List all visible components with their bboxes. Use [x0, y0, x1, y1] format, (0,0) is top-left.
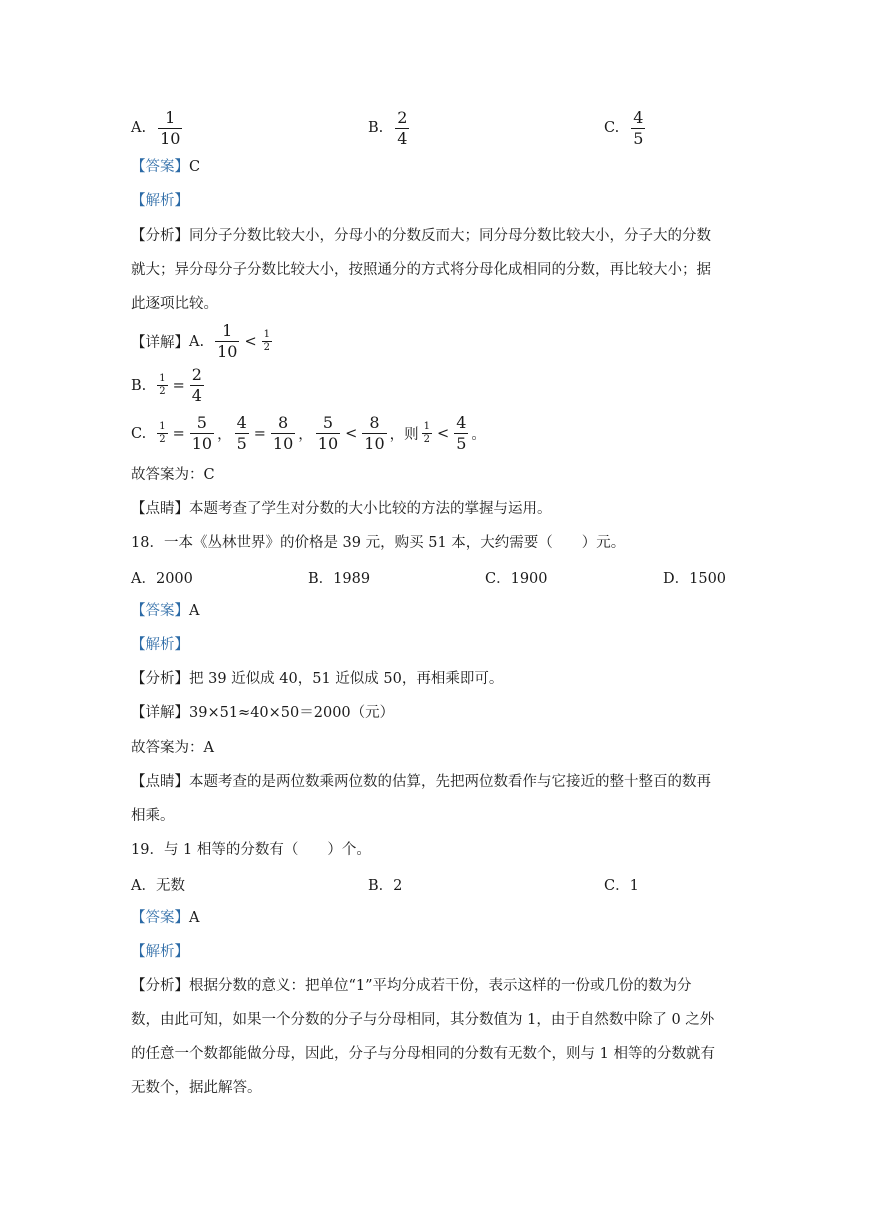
- q19-option-c: C．1: [604, 878, 639, 894]
- fraction: $\frac{1}{2}$: [263, 329, 270, 353]
- q18-jiexi-heading: 【解析】: [131, 637, 189, 653]
- q17-option-b: B. $\frac{2}{4}$: [368, 107, 408, 148]
- q19-answer: 【答案】A: [131, 910, 200, 926]
- q17-jiexi-heading: 【解析】: [131, 193, 189, 209]
- q17-options: [131, 108, 731, 148]
- q19-options: [131, 874, 731, 894]
- fraction: $\frac{8}{10}$: [272, 413, 294, 453]
- q18-option-d: D．1500: [663, 571, 727, 587]
- q19-jiexi-heading: 【解析】: [131, 944, 189, 960]
- q19-option-b: B．2: [368, 878, 403, 894]
- q18-stem: 18．一本《丛林世界》的价格是 39 元，购买 51 本，大约需要（ ）元。: [131, 535, 626, 551]
- fraction: $\frac{1}{2}$: [159, 373, 166, 397]
- q17-analysis-line-3: 此逐项比较。: [131, 296, 218, 312]
- q18-analysis: 【分析】把 39 近似成 40，51 近似成 50，再相乘即可。: [131, 671, 504, 687]
- fraction: $\frac{4}{5}$: [456, 413, 467, 453]
- q19-analysis-line-4: 无数个，据此解答。: [131, 1080, 262, 1096]
- q17-detail-a: 【详解】 A. $\frac{1}{10}$ < $\frac{1}{2}$: [131, 321, 270, 361]
- q19-analysis-line-3: 的任意一个数都能做分母，因此，分子与分母相同的分数有无数个，则与 1 相等的分数就有: [131, 1046, 715, 1062]
- q17-analysis-line-1: 【分析】同分子分数比较大小，分母小的分数反而大；同分母分数比较大小，分子大的分数: [131, 228, 711, 244]
- q18-dianjing-line-2: 相乘。: [131, 808, 175, 824]
- fraction: $\frac{8}{10}$: [364, 413, 385, 453]
- q18-answer: 【答案】A: [131, 603, 200, 619]
- q17-answer: 【答案】C: [131, 159, 201, 175]
- fraction: $\frac{4}{5}$: [633, 107, 644, 148]
- fraction: $\frac{5}{10}$: [317, 413, 339, 453]
- q18-detail: 【详解】39×51≈40×50＝2000（元）: [131, 705, 395, 721]
- q17-conclusion: 故答案为：C: [131, 467, 215, 483]
- q17-analysis-line-2: 就大；异分母分子分数比较大小，按照通分的方式将分母化成相同的分数，再比较大小；据: [131, 262, 711, 278]
- fraction: $\frac{2}{4}$: [397, 107, 408, 148]
- fraction: $\frac{1}{2}$: [159, 421, 166, 445]
- fraction: $\frac{5}{10}$: [191, 413, 213, 453]
- q18-option-c: C．1900: [485, 571, 548, 587]
- fraction: $\frac{1}{2}$: [423, 421, 431, 445]
- q18-dianjing-line-1: 【点睛】本题考查的是两位数乘两位数的估算，先把两位数看作与它接近的整十整百的数再: [131, 774, 711, 790]
- q18-option-b: B．1989: [308, 571, 371, 587]
- q19-analysis-line-1: 【分析】根据分数的意义：把单位“1”平均分成若干份，表示这样的一份或几份的数为分: [131, 978, 692, 994]
- q18-options: [131, 567, 731, 587]
- fraction: $\frac{4}{5}$: [236, 413, 247, 453]
- q19-option-a: A．无数: [131, 878, 185, 894]
- q18-option-a: A．2000: [131, 571, 193, 587]
- q17-option-a: A. $\frac{1}{10}$: [131, 107, 181, 148]
- q17-detail-b: B. $\frac{1}{2}$ = $\frac{2}{4}$: [131, 365, 202, 405]
- fraction: $\frac{2}{4}$: [191, 365, 202, 405]
- q17-detail-c: C. $\frac{1}{2}$ = $\frac{5}{10}$ ， $\frac{4}{5}$ = $\frac{8}{10}$ ， $\frac{5}{10}$ < $\frac{8}{10}$ ，则 $\frac{1}{2}$ < $\frac{4}{5}$ 。: [131, 413, 486, 453]
- q19-stem: 19．与 1 相等的分数有（ ）个。: [131, 842, 371, 858]
- fraction: $\frac{1}{10}$: [217, 321, 238, 361]
- q17-dianjing: 【点睛】本题考查了学生对分数的大小比较的方法的掌握与运用。: [131, 501, 552, 517]
- fraction: $\frac{1}{10}$: [160, 107, 181, 148]
- q17-option-c: C. $\frac{4}{5}$: [604, 107, 644, 148]
- q19-analysis-line-2: 数，由此可知，如果一个分数的分子与分母相同，其分数值为 1，由于自然数中除了 0 之外: [131, 1012, 715, 1028]
- q18-conclusion: 故答案为：A: [131, 740, 214, 756]
